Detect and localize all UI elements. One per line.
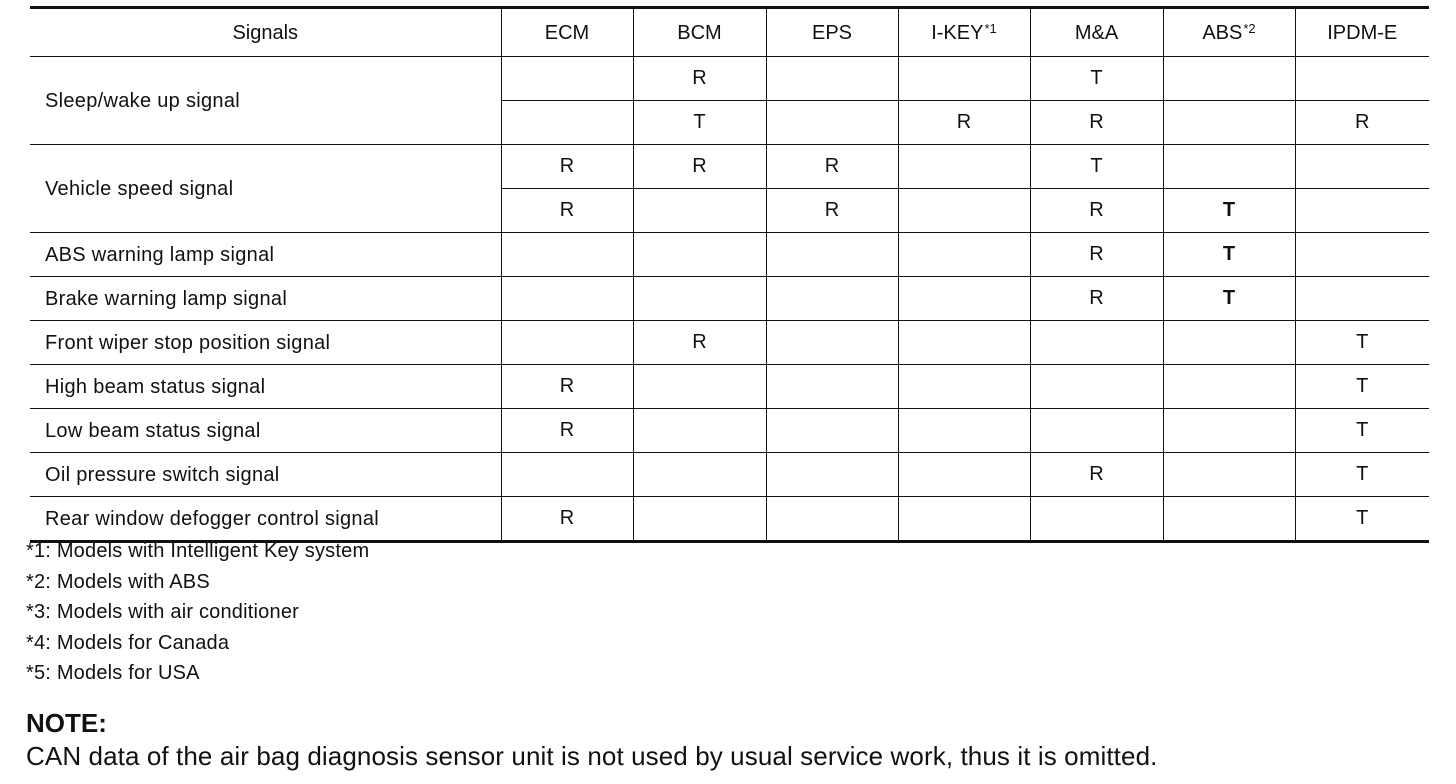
table-row: [30, 365, 1429, 409]
table-row: [30, 321, 1429, 365]
table-cell-ecm: R: [501, 365, 633, 409]
column-header-m-a: [1030, 8, 1163, 57]
table-cell-ecm: [501, 321, 633, 365]
column-header-label: ABS: [1202, 21, 1243, 44]
table-cell-ecm: [501, 101, 633, 145]
table-cell-ecm: R: [501, 497, 633, 542]
table-cell-abs: [1163, 497, 1295, 542]
signal-name-sleep-wake-up-signal: Sleep/wake up signal: [30, 57, 501, 145]
signal-name-front-wiper-stop-position-signal: Front wiper stop position signal: [30, 321, 501, 365]
table-cell-ipdm-e: [1295, 189, 1429, 233]
table-cell-abs: [1163, 453, 1295, 497]
signal-name-oil-pressure-switch-signal: Oil pressure switch signal: [30, 453, 501, 497]
table-cell-ipdm-e: T: [1295, 497, 1429, 542]
table-cell-i-key: [898, 233, 1030, 277]
table-cell-bcm: R: [633, 57, 766, 101]
footnote-line: *2: Models with ABS: [26, 570, 210, 593]
table-cell-m-a: [1030, 497, 1163, 542]
table-cell-m-a: T: [1030, 57, 1163, 101]
table-row: [30, 233, 1429, 277]
signal-name-rear-window-defogger-control-signal: Rear window defogger control signal: [30, 497, 501, 542]
table-cell-ipdm-e: T: [1295, 365, 1429, 409]
table-cell-abs: [1163, 145, 1295, 189]
table-cell-eps: [766, 497, 898, 542]
table-cell-i-key: [898, 497, 1030, 542]
table-header: [30, 8, 1429, 57]
table-cell-ipdm-e: [1295, 57, 1429, 101]
table-cell-i-key: [898, 365, 1030, 409]
footnote-line: *1: Models with Intelligent Key system: [26, 540, 370, 562]
table-cell-bcm: [633, 497, 766, 542]
table-cell-bcm: [633, 409, 766, 453]
table-cell-m-a: T: [1030, 145, 1163, 189]
table-cell-i-key: [898, 57, 1030, 101]
signal-name-low-beam-status-signal: Low beam status signal: [30, 409, 501, 453]
table-cell-eps: [766, 57, 898, 101]
table-cell-ecm: [501, 233, 633, 277]
table-cell-eps: R: [766, 145, 898, 189]
table-cell-abs: [1163, 365, 1295, 409]
table-cell-eps: R: [766, 189, 898, 233]
signal-name-high-beam-status-signal: High beam status signal: [30, 365, 501, 409]
table-cell-abs: T: [1163, 233, 1295, 277]
table-cell-ecm: R: [501, 145, 633, 189]
table-body: [30, 57, 1429, 542]
table-cell-bcm: R: [633, 145, 766, 189]
signals-column-header: Signals: [30, 8, 501, 57]
table-cell-bcm: [633, 365, 766, 409]
table-cell-m-a: R: [1030, 189, 1163, 233]
table-cell-bcm: [633, 277, 766, 321]
table-row: [30, 277, 1429, 321]
column-header-footnote-mark: *1: [984, 20, 997, 36]
table-cell-ipdm-e: T: [1295, 321, 1429, 365]
table-cell-bcm: [633, 453, 766, 497]
table-cell-ecm: [501, 277, 633, 321]
table-cell-ipdm-e: T: [1295, 409, 1429, 453]
column-header-label: IPDM-E: [1327, 21, 1398, 44]
table-cell-abs: [1163, 101, 1295, 145]
table-cell-ecm: R: [501, 189, 633, 233]
column-header-footnote-mark: *2: [1243, 20, 1256, 36]
table-cell-i-key: [898, 321, 1030, 365]
table-cell-m-a: R: [1030, 233, 1163, 277]
column-header-label: M&A: [1074, 21, 1119, 44]
signal-name-brake-warning-lamp-signal: Brake warning lamp signal: [30, 277, 501, 321]
note-heading: NOTE:: [26, 708, 107, 738]
table-cell-i-key: [898, 277, 1030, 321]
table-cell-m-a: R: [1030, 453, 1163, 497]
table-cell-ipdm-e: [1295, 277, 1429, 321]
table-cell-m-a: R: [1030, 101, 1163, 145]
column-header-ecm: [501, 8, 633, 57]
column-header-ipdm-e: [1295, 8, 1429, 57]
table-cell-eps: [766, 365, 898, 409]
table-cell-bcm: [633, 189, 766, 233]
note-body: CAN data of the air bag diagnosis sensor unit is not used by usual service work, thus it is omitted.: [26, 741, 1158, 771]
table-row: [30, 145, 1429, 189]
footnote-line: *4: Models for Canada: [26, 631, 230, 654]
column-header-i-key: [898, 8, 1030, 57]
table-cell-abs: T: [1163, 189, 1295, 233]
table-cell-m-a: [1030, 321, 1163, 365]
footnotes: [26, 536, 369, 689]
table-cell-bcm: T: [633, 101, 766, 145]
table-cell-eps: [766, 277, 898, 321]
footnote-line: *5: Models for USA: [26, 662, 200, 685]
table-cell-i-key: [898, 453, 1030, 497]
signal-name-abs-warning-lamp-signal: ABS warning lamp signal: [30, 233, 501, 277]
table-cell-ecm: [501, 57, 633, 101]
column-header-label: BCM: [677, 21, 722, 44]
table-row: [30, 497, 1429, 542]
table-row: [30, 57, 1429, 101]
table-cell-ipdm-e: T: [1295, 453, 1429, 497]
column-header-label: EPS: [811, 21, 853, 44]
table-row: [30, 409, 1429, 453]
table-cell-m-a: R: [1030, 277, 1163, 321]
table-cell-i-key: R: [898, 101, 1030, 145]
table-cell-abs: [1163, 321, 1295, 365]
table-cell-abs: [1163, 57, 1295, 101]
column-header-eps: [766, 8, 898, 57]
table-cell-abs: T: [1163, 277, 1295, 321]
column-header-abs: [1163, 8, 1295, 57]
table-cell-i-key: [898, 145, 1030, 189]
table-cell-ecm: R: [501, 409, 633, 453]
table-cell-eps: [766, 453, 898, 497]
column-header-label: ECM: [544, 21, 590, 44]
table-cell-i-key: [898, 189, 1030, 233]
header-row: [30, 8, 1429, 57]
table-cell-ipdm-e: [1295, 145, 1429, 189]
table-cell-m-a: [1030, 409, 1163, 453]
table-cell-ipdm-e: R: [1295, 101, 1429, 145]
can-communication-signal-table: [30, 6, 1429, 543]
table-cell-eps: [766, 321, 898, 365]
table-cell-ecm: [501, 453, 633, 497]
table-cell-bcm: [633, 233, 766, 277]
note-block: [26, 707, 1157, 773]
table-cell-eps: [766, 233, 898, 277]
table-cell-eps: [766, 409, 898, 453]
table-cell-abs: [1163, 409, 1295, 453]
column-header-label: I-KEY: [931, 21, 984, 44]
signal-name-vehicle-speed-signal: Vehicle speed signal: [30, 145, 501, 233]
table-cell-i-key: [898, 409, 1030, 453]
table-cell-m-a: [1030, 365, 1163, 409]
table-cell-bcm: R: [633, 321, 766, 365]
column-header-bcm: [633, 8, 766, 57]
table-cell-eps: [766, 101, 898, 145]
table-cell-ipdm-e: [1295, 233, 1429, 277]
footnote-line: *3: Models with air conditioner: [26, 601, 299, 624]
table-row: [30, 453, 1429, 497]
